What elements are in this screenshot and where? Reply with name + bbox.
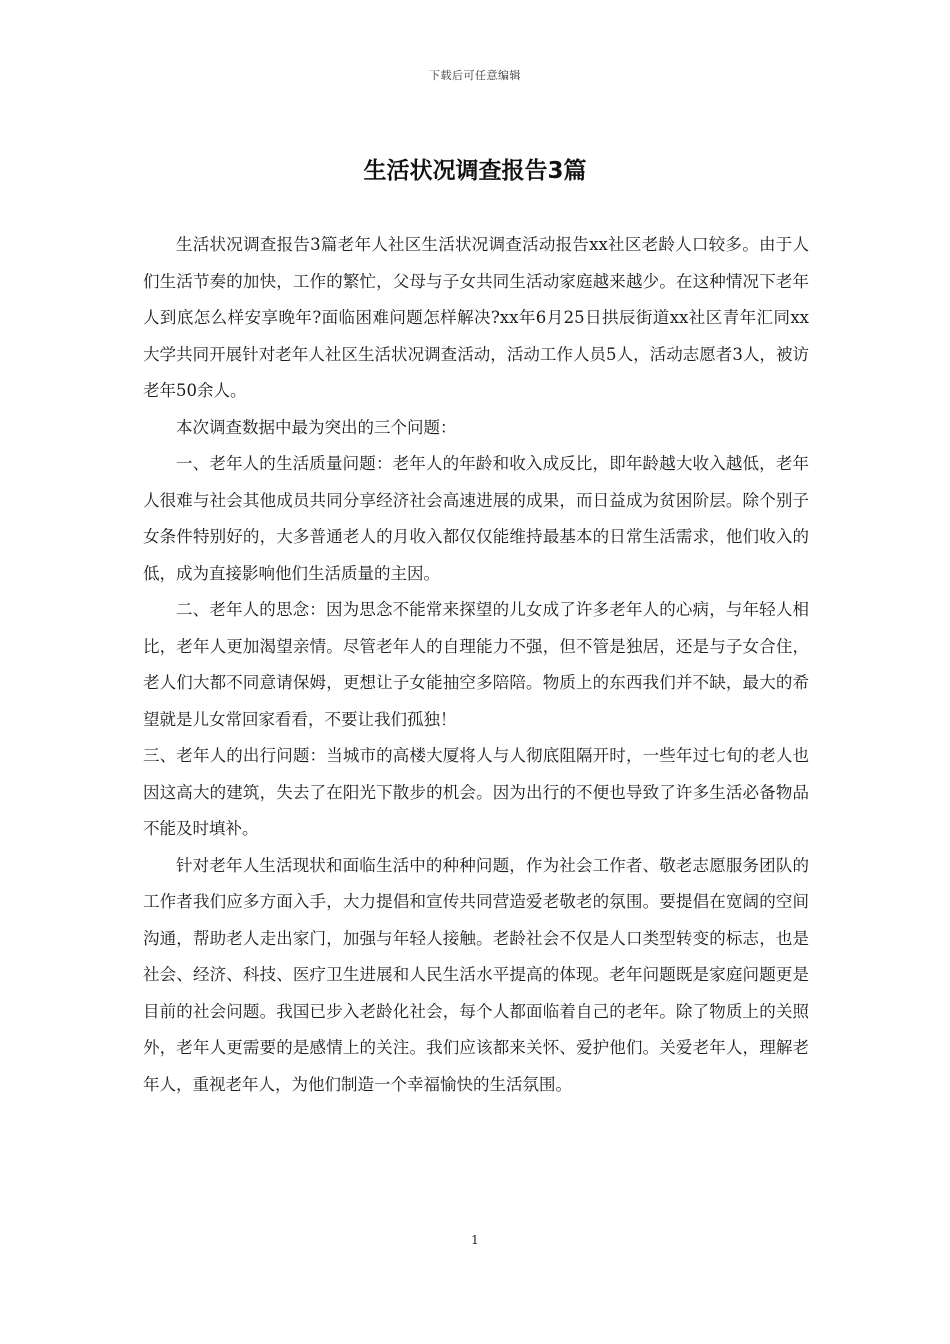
header-note: 下载后可任意编辑 (429, 69, 521, 82)
paragraph-problem-2: 二、老年人的思念：因为思念不能常来探望的儿女成了许多老年人的心病，与年轻人相比，老年人更加渴望亲情。尽管老年人的自理能力不强，但不管是独居，还是与子女合住，老人们大都不同意请保姆，更想让子女能抽空多陪陪。物质上的东西我们并不缺，最大的希望就是儿女常回家看看，不要让我们孤独！ (143, 600, 809, 729)
document-title: 生活状况调查报告3篇 (363, 158, 587, 184)
paragraph-conclusion: 针对老年人生活现状和面临生活中的种种问题，作为社会工作者、敬老志愿服务团队的工作者我们应多方面入手，大力提倡和宣传共同营造爱老敬老的氛围。要提倡在宽阔的空间沟通，帮助老人走出家门，加强与年轻人接触。老龄社会不仅是人口类型转变的标志，也是社会、经济、科技、医疗卫生进展和人民生活水平提高的体现。老年问题既是家庭问题更是目前的社会问题。我国已步入老龄化社会，每个人都面临着自己的老年。除了物质上的关照外，老年人更需要的是感情上的关注。我们应该都来关怀、爱护他们。关爱老年人，理解老年人，重视老年人，为他们制造一个幸福愉快的生活氛围。 (143, 855, 809, 1094)
paragraph-intro: 生活状况调查报告3篇老年人社区生活状况调查活动报告xx社区老龄人口较多。由于人们生活节奏的加快，工作的繁忙，父母与子女共同生活动家庭越来越少。在这种情况下老年人到底怎么样安享晚年?面临困难问题怎样解决?xx年6月25日拱辰街道xx社区青年汇同xx大学共同开展针对老年人社区生活状况调查活动，活动工作人员5人，活动志愿者3人，被访老年50余人。 (143, 235, 809, 400)
page-number: 1 (471, 1233, 479, 1247)
document-body (143, 227, 809, 1103)
paragraph-problem-3: 三、老年人的出行问题：当城市的高楼大厦将人与人彻底阻隔开时，一些年过七旬的老人也因这高大的建筑，失去了在阳光下散步的机会。因为出行的不便也导致了许多生活必备物品不能及时填补。 (143, 746, 809, 838)
paragraph-summary-lead: 本次调查数据中最为突出的三个问题： (176, 417, 457, 437)
paragraph-problem-1: 一、老年人的生活质量问题：老年人的年龄和收入成反比，即年龄越大收入越低，老年人很难与社会其他成员共同分享经济社会高速进展的成果，而日益成为贫困阶层。除个别子女条件特别好的，大多普通老人的月收入都仅仅能维持最基本的日常生活需求，他们收入的低，成为直接影响他们生活质量的主因。 (143, 454, 809, 583)
